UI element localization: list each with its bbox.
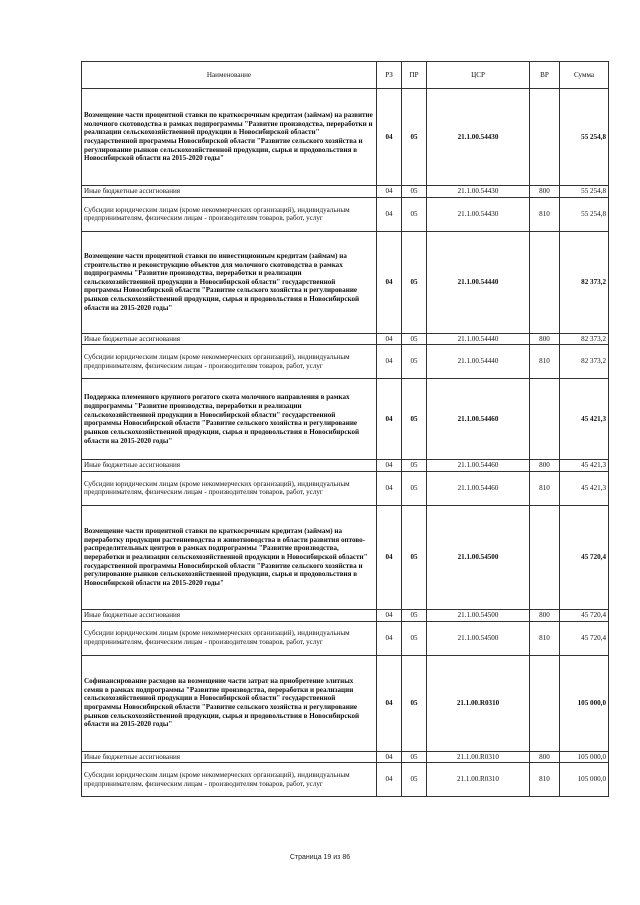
cell-csr: 21.1.00.54440 — [427, 333, 530, 345]
cell-rz: 04 — [377, 505, 402, 609]
cell-sum: 105 000,0 — [560, 655, 609, 751]
cell-rz: 04 — [377, 333, 402, 345]
table-row — [82, 621, 609, 655]
cell-rz: 04 — [377, 621, 402, 655]
cell-pr: 05 — [402, 621, 427, 655]
cell-pr: 05 — [402, 89, 427, 186]
cell-name: Возмещение части процентной ставки по инвестиционным кредитам (займам) на строительство и реконструкцию объектов для молочного скотоводства в рамках подпрограммы "Развитие производства, переработки и реализации сельскохозяйственной продукции в Новосибирской области" государственной программы Новосибирской области "Развитие сельского хозяйства и регулирование рынков сельскохозяйственной продукции, сырья и продовольствия в Новосибирской области на 2015-2020 годы" — [82, 231, 377, 333]
cell-name: Иные бюджетные ассигнования — [82, 460, 377, 472]
cell-vr: 800 — [530, 333, 560, 345]
cell-pr: 05 — [402, 609, 427, 621]
table-row — [82, 345, 609, 379]
cell-rz: 04 — [377, 379, 402, 460]
cell-csr: 21.1.00.54460 — [427, 460, 530, 472]
cell-rz: 04 — [377, 763, 402, 797]
table-row — [82, 333, 609, 345]
cell-name: Субсидии юридическим лицам (кроме некоммерческих организаций), индивидуальным предпринимателям, физическим лицам - производителям товаров, работ, услуг — [82, 763, 377, 797]
cell-csr: 21.1.00.54500 — [427, 609, 530, 621]
cell-name: Субсидии юридическим лицам (кроме некоммерческих организаций), индивидуальным предпринимателям, физическим лицам - производителям товаров, работ, услуг — [82, 345, 377, 379]
cell-sum: 82 373,2 — [560, 333, 609, 345]
cell-name: Возмещение части процентной ставки по краткосрочным кредитам (займам) на развитие молочного скотоводства в рамках подпрограммы "Развитие производства, переработки и реализации сельскохозяйственной продукции в Новосибирской области" государственной программы Новосибирской области "Развитие сельского хозяйства и регулирование рынков сельскохозяйственной продукции, сырья и продовольствия в Новосибирской области на 2015-2020 годы" — [82, 89, 377, 186]
header-vr: ВР — [530, 62, 560, 89]
cell-csr: 21.1.00.R0310 — [427, 655, 530, 751]
cell-pr: 05 — [402, 471, 427, 505]
budget-table — [81, 61, 609, 797]
cell-name: Софинансирование расходов на возмещение части затрат на приобретение элитных семян в рамках подпрограммы "Развитие производства, переработки и реализации сельскохозяйственной продукции в Новосибирской области" государственной программы Новосибирской области "Развитие сельского хозяйства и регулирование рынков сельскохозяйственной продукции, сырья и продовольствия в Новосибирской области на 2015-2020 годы" — [82, 655, 377, 751]
cell-sum: 105 000,0 — [560, 751, 609, 763]
cell-csr: 21.1.00.54430 — [427, 186, 530, 198]
header-rz: РЗ — [377, 62, 402, 89]
table-row — [82, 505, 609, 609]
cell-sum: 45 421,3 — [560, 460, 609, 472]
table-row — [82, 655, 609, 751]
cell-pr: 05 — [402, 197, 427, 231]
cell-sum: 105 000,0 — [560, 763, 609, 797]
cell-name: Иные бюджетные ассигнования — [82, 751, 377, 763]
cell-vr: 800 — [530, 186, 560, 198]
cell-pr: 05 — [402, 763, 427, 797]
cell-vr — [530, 231, 560, 333]
header-sum: Сумма — [560, 62, 609, 89]
table-row — [82, 231, 609, 333]
cell-pr: 05 — [402, 186, 427, 198]
cell-rz: 04 — [377, 460, 402, 472]
cell-pr: 05 — [402, 655, 427, 751]
cell-pr: 05 — [402, 333, 427, 345]
cell-rz: 04 — [377, 231, 402, 333]
cell-name: Иные бюджетные ассигнования — [82, 609, 377, 621]
table-row — [82, 763, 609, 797]
cell-sum: 82 373,2 — [560, 231, 609, 333]
cell-vr — [530, 89, 560, 186]
table-row — [82, 460, 609, 472]
cell-pr: 05 — [402, 751, 427, 763]
cell-rz: 04 — [377, 345, 402, 379]
cell-vr: 810 — [530, 763, 560, 797]
cell-rz: 04 — [377, 471, 402, 505]
cell-vr: 800 — [530, 609, 560, 621]
table-row — [82, 609, 609, 621]
cell-vr: 810 — [530, 621, 560, 655]
cell-csr: 21.1.00.54500 — [427, 621, 530, 655]
header-name: Наименование — [82, 62, 377, 89]
cell-csr: 21.1.00.54500 — [427, 505, 530, 609]
cell-pr: 05 — [402, 345, 427, 379]
cell-vr: 810 — [530, 471, 560, 505]
cell-csr: 21.1.00.R0310 — [427, 751, 530, 763]
cell-sum: 55 254,8 — [560, 89, 609, 186]
cell-csr: 21.1.00.54460 — [427, 379, 530, 460]
table-header-row — [82, 62, 609, 89]
cell-pr: 05 — [402, 231, 427, 333]
cell-sum: 45 720,4 — [560, 621, 609, 655]
cell-rz: 04 — [377, 655, 402, 751]
header-csr: ЦСР — [427, 62, 530, 89]
cell-rz: 04 — [377, 197, 402, 231]
cell-vr: 810 — [530, 197, 560, 231]
cell-sum: 45 720,4 — [560, 609, 609, 621]
cell-name: Иные бюджетные ассигнования — [82, 333, 377, 345]
cell-name: Иные бюджетные ассигнования — [82, 186, 377, 198]
page-number: Страница 19 из 86 — [289, 854, 351, 861]
cell-csr: 21.1.00.54430 — [427, 89, 530, 186]
cell-csr: 21.1.00.54460 — [427, 471, 530, 505]
cell-vr: 800 — [530, 460, 560, 472]
cell-name: Субсидии юридическим лицам (кроме некоммерческих организаций), индивидуальным предпринимателям, физическим лицам - производителям товаров, работ, услуг — [82, 197, 377, 231]
cell-rz: 04 — [377, 751, 402, 763]
cell-sum: 55 254,8 — [560, 197, 609, 231]
header-pr: ПР — [402, 62, 427, 89]
cell-sum: 45 720,4 — [560, 505, 609, 609]
table-row — [82, 751, 609, 763]
table-row — [82, 89, 609, 186]
table-row — [82, 197, 609, 231]
cell-name: Субсидии юридическим лицам (кроме некоммерческих организаций), индивидуальным предпринимателям, физическим лицам - производителям товаров, работ, услуг — [82, 621, 377, 655]
cell-csr: 21.1.00.R0310 — [427, 763, 530, 797]
cell-name: Возмещение части процентной ставки по краткосрочным кредитам (займам) на переработку продукции растениеводства и животноводства в области развития оптово-распределительных центров в рамках подпрограммы "Развитие производства, переработки и реализации сельскохозяйственной продукции в Новосибирской области" государственной программы Новосибирской области "Развитие сельского хозяйства и регулирование рынков сельскохозяйственной продукции, сырья и продовольствия в Новосибирской области на 2015-2020 годы" — [82, 505, 377, 609]
cell-rz: 04 — [377, 89, 402, 186]
cell-vr: 800 — [530, 751, 560, 763]
cell-pr: 05 — [402, 379, 427, 460]
cell-name: Поддержка племенного крупного рогатого скота молочного направления в рамках подпрограммы "Развитие производства, переработки и реализации сельскохозяйственной продукции в Новосибирской области" государственной программы Новосибирской области "Развитие сельского хозяйства и регулирование рынков сельскохозяйственной продукции, сырья и продовольствия в Новосибирской области на 2015-2020 годы" — [82, 379, 377, 460]
cell-sum: 45 421,3 — [560, 471, 609, 505]
cell-rz: 04 — [377, 609, 402, 621]
cell-pr: 05 — [402, 460, 427, 472]
table-row — [82, 471, 609, 505]
table-row — [82, 186, 609, 198]
cell-csr: 21.1.00.54440 — [427, 231, 530, 333]
cell-csr: 21.1.00.54430 — [427, 197, 530, 231]
cell-rz: 04 — [377, 186, 402, 198]
cell-vr — [530, 505, 560, 609]
table-body — [82, 89, 609, 797]
cell-sum: 55 254,8 — [560, 186, 609, 198]
cell-sum: 82 373,2 — [560, 345, 609, 379]
cell-vr — [530, 655, 560, 751]
cell-vr: 810 — [530, 345, 560, 379]
table-row — [82, 379, 609, 460]
cell-csr: 21.1.00.54440 — [427, 345, 530, 379]
cell-name: Субсидии юридическим лицам (кроме некоммерческих организаций), индивидуальным предпринимателям, физическим лицам - производителям товаров, работ, услуг — [82, 471, 377, 505]
cell-sum: 45 421,3 — [560, 379, 609, 460]
cell-pr: 05 — [402, 505, 427, 609]
cell-vr — [530, 379, 560, 460]
